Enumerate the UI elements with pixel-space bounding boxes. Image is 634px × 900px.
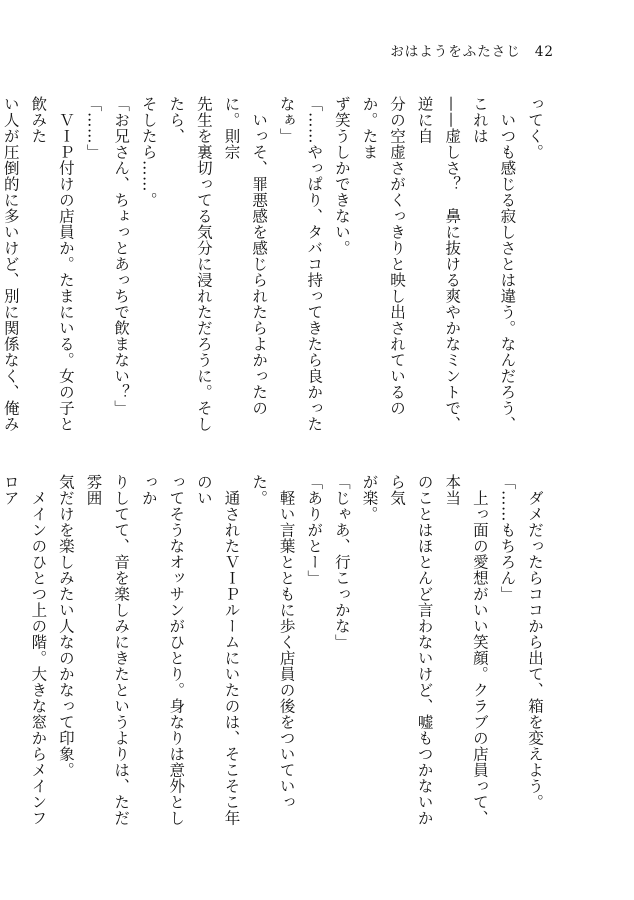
- text-line: りしてて、音を楽しみにきたというよりは、ただ雰囲: [84, 474, 131, 826]
- text-line: そしたら……。: [139, 96, 158, 208]
- text-line: ず笑うしかできない。: [332, 96, 351, 256]
- text-line: 軽い言葉とともに歩く店員の後をついていった。: [250, 474, 296, 810]
- text-line: が楽。: [360, 474, 379, 522]
- text-line: いつも感じる寂しさとは違う。なんだろう、これは: [470, 96, 517, 432]
- text-line: ダメだったらココから出て、箱を変えよう。: [526, 474, 544, 810]
- text-line: 上っ面の愛想がいい笑顔。クラブの店員って、本当: [443, 474, 489, 826]
- text-line: 「じゃあ、行こっかな」: [332, 474, 351, 650]
- text-line: ってそうなオッサンがひとり。身なりは意外としっか: [139, 474, 186, 826]
- text-line: のことはほとんど言わないけど、嘘もつかないから気: [388, 474, 434, 826]
- text-line: メインのひとつ上の階。大きな窓からメインフロア: [1, 474, 48, 826]
- text-line: いっそ、罪悪感を感じられたらよかったのに。則宗: [222, 96, 269, 416]
- text-line: ——虚しさ？ 鼻に抜ける爽やかなミントで、逆に自: [415, 96, 462, 432]
- running-header: [390, 40, 554, 60]
- text-line: 「……」: [84, 96, 103, 160]
- text-line: い人が圧倒的に多いけど、別に関係なく、俺み: [1, 96, 20, 432]
- text-line: ＶＩＰ付けの店員か。たまにいる。女の子と飲みた: [29, 96, 75, 432]
- page-number: 42: [534, 44, 554, 60]
- text-line: 通されたＶＩＰルームにいたのは、そこそこ年のい: [194, 474, 241, 826]
- text-block-bottom: [0, 474, 548, 834]
- text-block-top: [0, 96, 548, 446]
- text-line: 先生を裏切ってる気分に浸れただろうに。そしたら、: [167, 96, 213, 432]
- text-line: ってく。: [526, 96, 544, 160]
- book-title: おはようをふたさじ: [390, 44, 521, 60]
- text-line: 気だけを楽しみたい人なのかなって印象。: [56, 474, 75, 778]
- text-line: 分の空虚さがくっきりと映し出されているのか。たま: [360, 96, 407, 416]
- text-line: 「……やっぱり、タバコ持ってきたら良かったなぁ」: [277, 96, 324, 432]
- text-line: 「……もちろん」: [498, 474, 517, 602]
- text-line: 「ありがとー」: [305, 474, 324, 586]
- text-line: 「お兄さん、ちょっとあっちで飲まない？」: [112, 96, 131, 416]
